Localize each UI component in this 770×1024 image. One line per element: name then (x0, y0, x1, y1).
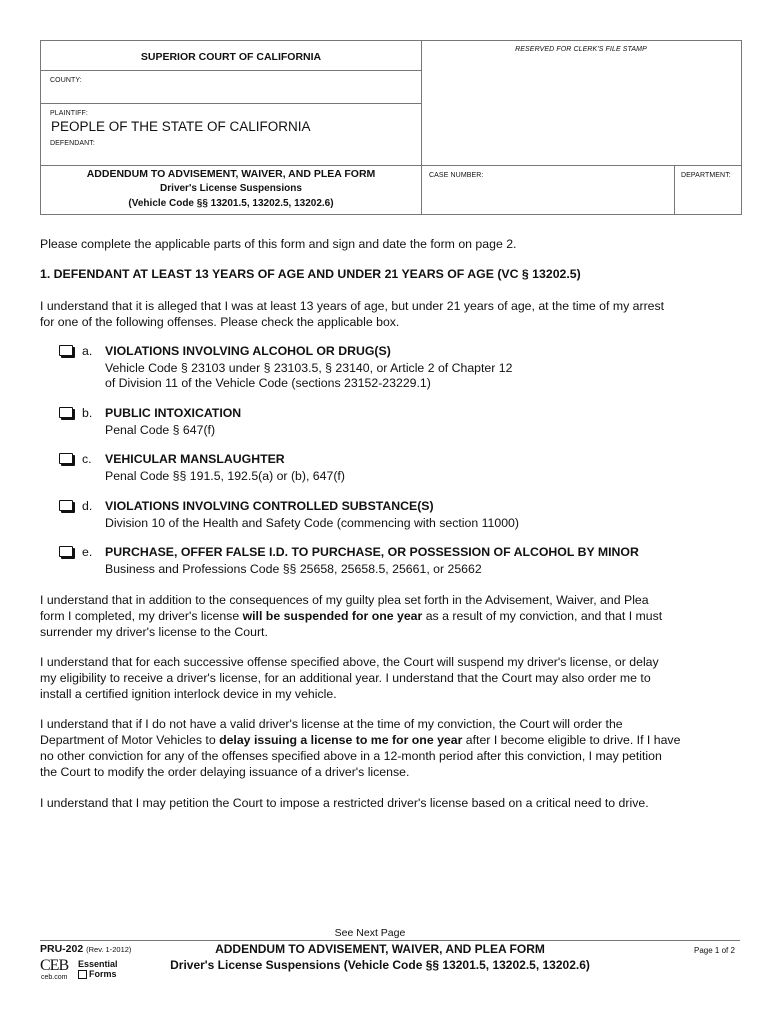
ceb-logo-mark: CEB (40, 957, 69, 974)
para2-line3: install a certified ignition interlock device in my vehicle. (40, 687, 337, 701)
plaintiff-label: PLAINTIFF: (50, 110, 88, 117)
item-letter: e. (82, 545, 93, 559)
item-letter: c. (82, 452, 92, 466)
rule (41, 103, 421, 104)
item-desc: Vehicle Code § 23103 under § 23103.5, § 23140, or Article 2 of Chapter 12 (105, 361, 513, 375)
para1-line3: surrender my driver's license to the Court. (40, 625, 268, 639)
department-label: DEPARTMENT: (681, 172, 731, 179)
forms-icon (78, 970, 87, 979)
item-desc: Penal Code § 647(f) (105, 423, 216, 437)
form-title-line2: Driver's License Suspensions (160, 183, 302, 194)
section1-heading: 1. DEFENDANT AT LEAST 13 YEARS OF AGE AND UNDER 21 YEARS OF AGE (VC § 13202.5) (40, 267, 581, 281)
defendant-label: DEFENDANT: (50, 140, 95, 147)
item-title: VIOLATIONS INVOLVING ALCOHOL OR DRUG(S) (105, 344, 391, 358)
section1-intro-1: I understand that it is alleged that I was at least 13 years of age, but under 21 years of age, at the time of my arrest (40, 299, 665, 313)
checkbox-item-d[interactable] (59, 500, 73, 511)
para2-line1: I understand that for each successive offense specified above, the Court will suspend my driver's license, or delay (40, 655, 659, 669)
footer-rule (40, 940, 740, 941)
essential-label: Essential (78, 959, 118, 969)
county-label: COUNTY: (50, 77, 82, 84)
item-letter: a. (82, 344, 93, 358)
para3-line1: I understand that if I do not have a valid driver's license at the time of my conviction, the Court will order the (40, 717, 623, 731)
item-desc: Division 10 of the Health and Safety Code (commencing with section 11000) (105, 516, 519, 530)
footer-title-line2: Driver's License Suspensions (Vehicle Code §§ 13201.5, 13202.5, 13202.6) (170, 958, 590, 972)
item-desc: Penal Code §§ 191.5, 192.5(a) or (b), 647(f) (105, 469, 345, 483)
rule (41, 165, 741, 166)
form-title-line3: (Vehicle Code §§ 13201.5, 13202.5, 13202.6) (128, 198, 334, 209)
para3-line4: the Court to modify the order delaying issuance of a driver's license. (40, 765, 410, 779)
caption-box (40, 40, 742, 215)
para1-line2: form I completed, my driver's license will be suspended for one year as a result of my conviction, and that I must (40, 609, 663, 623)
para4: I understand that I may petition the Court to impose a restricted driver's license based on a critical need to drive. (40, 796, 649, 810)
checkbox-item-c[interactable] (59, 453, 73, 464)
instructions: Please complete the applicable parts of this form and sign and date the form on page 2. (40, 237, 517, 251)
para2-line2: my eligibility to receive a driver's license, for an additional year. I understand that the Court may also order me to (40, 671, 651, 685)
rule (41, 70, 421, 71)
item-desc: Business and Professions Code §§ 25658, 25658.5, 25661, or 25662 (105, 562, 482, 576)
para1-line1: I understand that in addition to the consequences of my guilty plea set forth in the Advisement, Waiver, and Plea (40, 593, 649, 607)
form-id: PRU-202 (Rev. 1-2012) (40, 943, 132, 955)
form-title-line1: ADDENDUM TO ADVISEMENT, WAIVER, AND PLEA FORM (86, 168, 376, 180)
caption-divider (421, 41, 422, 214)
see-next-page: See Next Page (334, 927, 406, 939)
item-title: PUBLIC INTOXICATION (105, 406, 242, 420)
defendant-field[interactable] (51, 149, 411, 163)
item-desc: of Division 11 of the Vehicle Code (sections 23152-23229.1) (105, 376, 431, 390)
para3-line3: no other conviction for any of the offenses specified above in a 12-month period after this conviction, I may petition (40, 749, 662, 763)
para3-line2: Department of Motor Vehicles to delay issuing a license to me for one year after I become eligible to drive. If I have (40, 733, 681, 747)
footer-title-line1: ADDENDUM TO ADVISEMENT, WAIVER, AND PLEA FORM (215, 942, 545, 956)
rule (674, 165, 675, 214)
court-title: SUPERIOR COURT OF CALIFORNIA (140, 51, 322, 63)
checkbox-item-e[interactable] (59, 546, 73, 557)
item-letter: d. (82, 499, 93, 513)
item-title: PURCHASE, OFFER FALSE I.D. TO PURCHASE, OR POSSESSION OF ALCOHOL BY MINOR (105, 545, 639, 559)
case-number-label: CASE NUMBER: (429, 172, 484, 179)
ceb-site: ceb.com (41, 974, 68, 981)
item-title: VIOLATIONS INVOLVING CONTROLLED SUBSTANCE(S) (105, 499, 434, 513)
section1-intro-2: for one of the following offenses. Please check the applicable box. (40, 315, 400, 329)
item-letter: b. (82, 406, 93, 420)
plaintiff-field[interactable]: PEOPLE OF THE STATE OF CALIFORNIA (51, 119, 311, 134)
ceb-logo (40, 957, 130, 987)
checkbox-item-b[interactable] (59, 407, 73, 418)
clerk-stamp-label: RESERVED FOR CLERK'S FILE STAMP (515, 46, 647, 53)
page-number: Page 1 of 2 (694, 946, 735, 955)
item-title: VEHICULAR MANSLAUGHTER (105, 452, 285, 466)
checkbox-item-a[interactable] (59, 345, 73, 356)
forms-label: Forms (89, 969, 117, 979)
